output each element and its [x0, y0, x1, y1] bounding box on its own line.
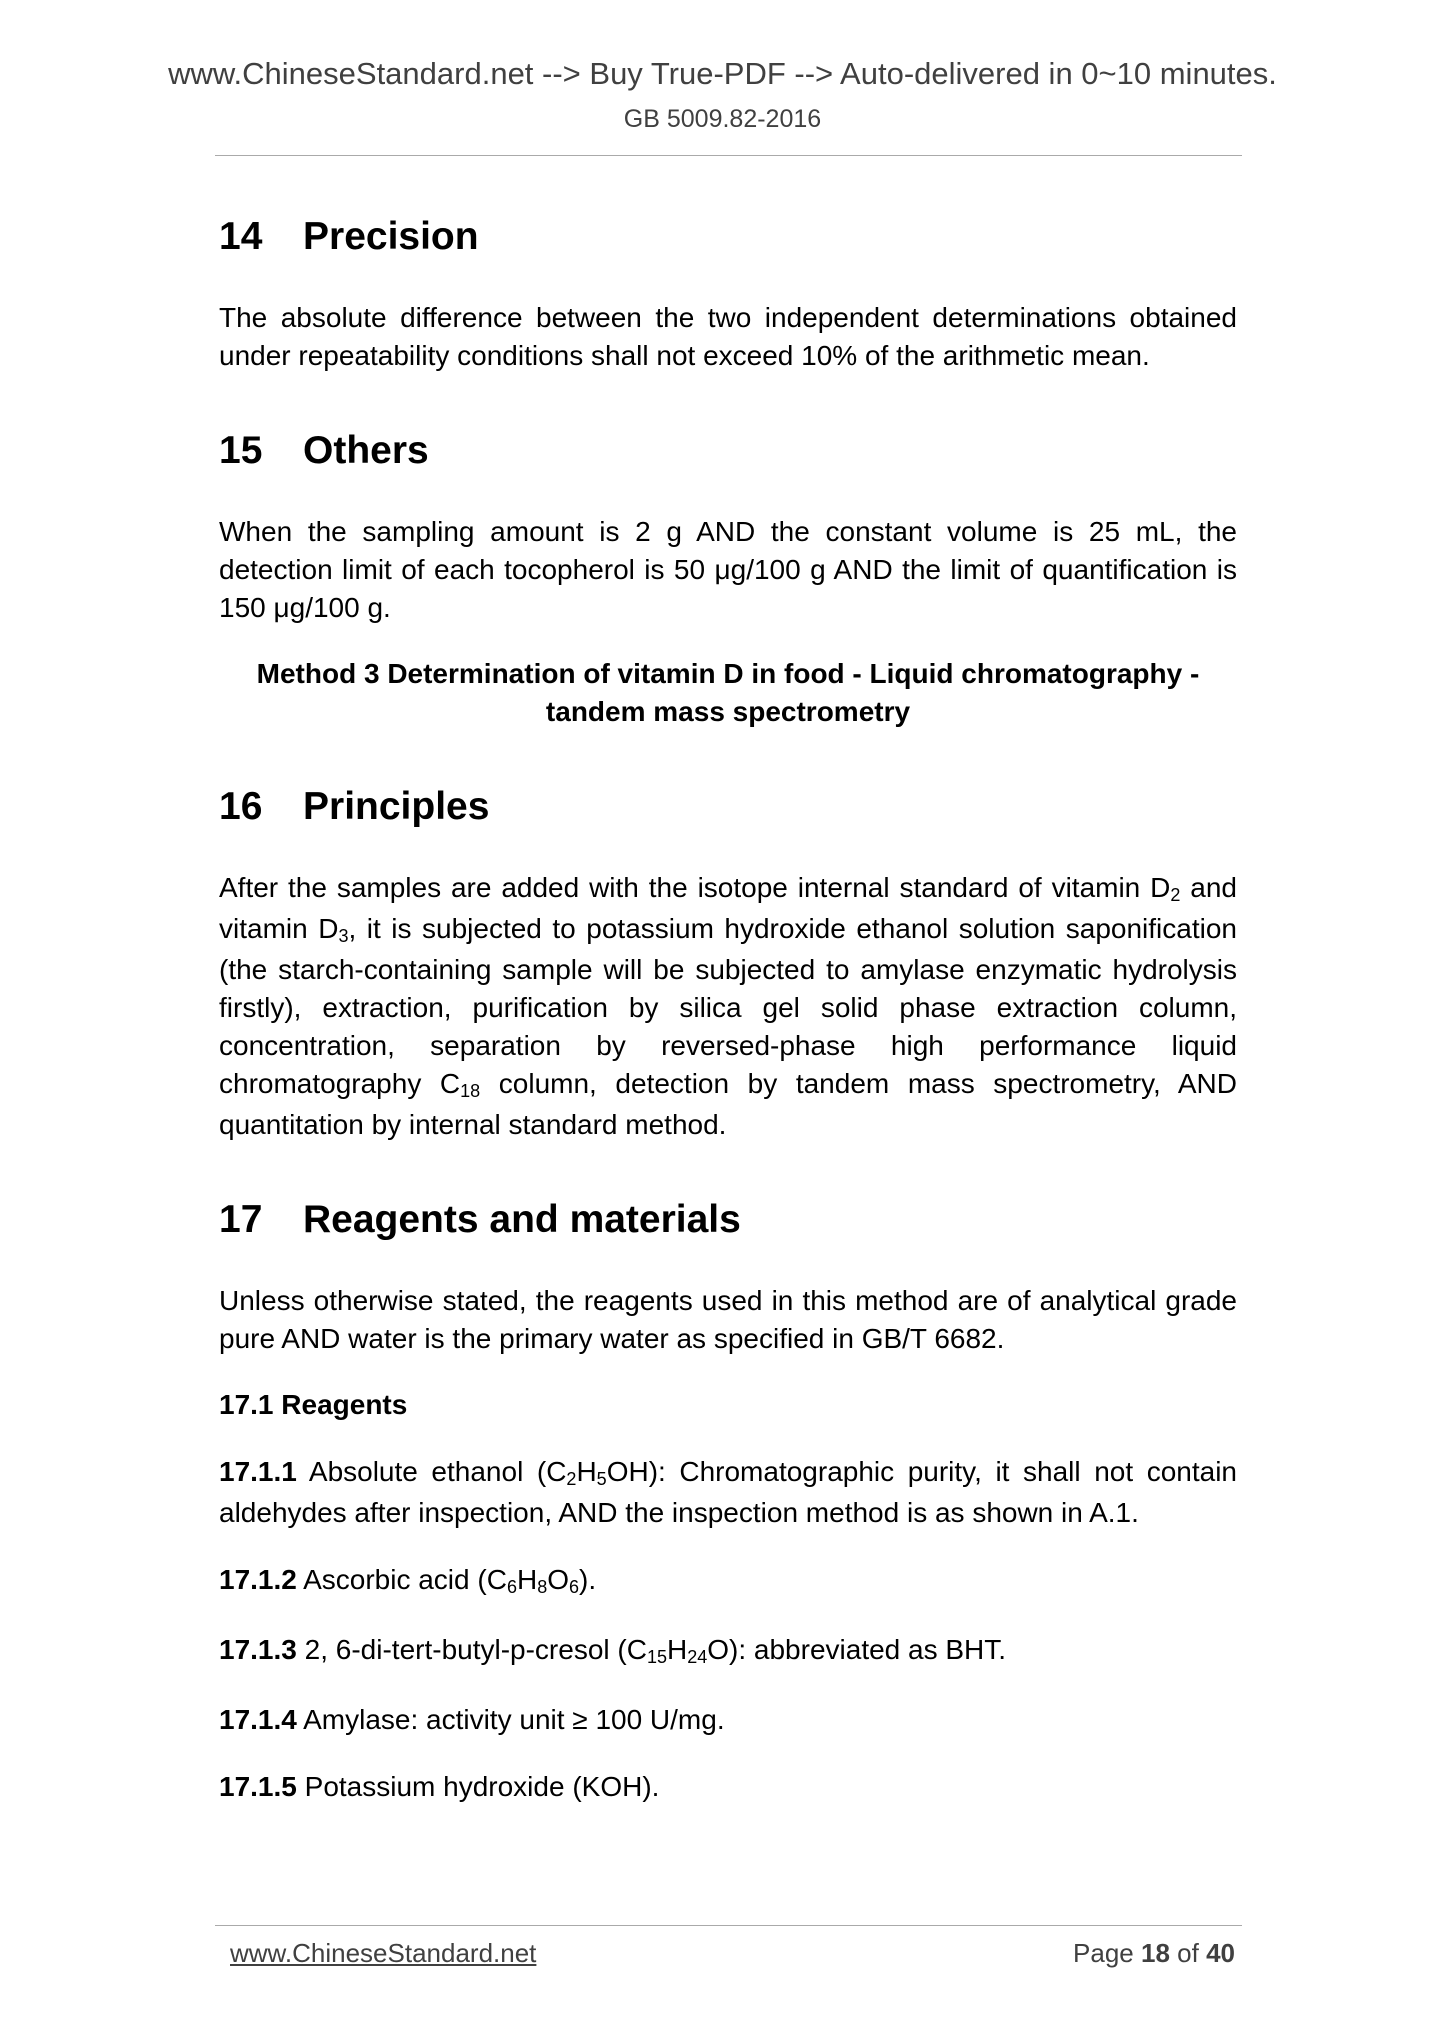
section-17-body: Unless otherwise stated, the reagents used in this method are of analytical grade pure AND water is the primary water as specified in GB/T 6682. [219, 1285, 1237, 1354]
list-item: 17.1.3 2, 6-di-tert-butyl-p-cresol $(C_{15}H_{24}O)$: abbreviated as BHT. [219, 1634, 1007, 1667]
section-title: Reagents and materials [303, 1198, 741, 1241]
list-item: 17.1.5 Potassium hydroxide (KOH). [219, 1771, 660, 1802]
section-16-heading [219, 782, 1237, 832]
standard-number: GB 5009.82-2016 [623, 105, 822, 133]
subsection-heading: 17.1 Reagents [219, 1389, 408, 1420]
section-14-body: The absolute difference between the two independent determinations obtained under repeatability conditions shall not exceed 10% of the arithmetic mean. [219, 302, 1237, 371]
list-item: 17.1.4 Amylase: activity unit ≥ 100 U/mg. [219, 1704, 725, 1735]
list-item: 17.1.2 Ascorbic acid $(C_6H_8O_6)$. [219, 1564, 597, 1597]
header-banner[interactable]: www.ChineseStandard.net --> Buy True-PDF --> Auto-delivered in 0~10 minutes. [168, 56, 1277, 91]
header-divider [215, 155, 1242, 156]
section-17-heading [219, 1195, 1237, 1245]
page-indicator: Page 18 of 40 [1073, 1938, 1235, 1968]
footer-divider [215, 1925, 1242, 1926]
footer-link[interactable]: www.ChineseStandard.net [230, 1938, 537, 1968]
method-title: Method 3 Determination of vitamin D in food - Liquid chromatography - tandem mass spectrometry [256, 658, 1200, 727]
section-15-heading [219, 426, 1237, 476]
section-14-heading [219, 212, 1237, 262]
section-number: 14 [219, 215, 263, 258]
section-title: Precision [303, 215, 479, 258]
section-title: Principles [303, 785, 490, 828]
section-number: 16 [219, 785, 263, 828]
section-title: Others [303, 429, 429, 472]
page-content [219, 212, 1237, 1806]
section-number: 17 [219, 1198, 263, 1241]
section-15-body: When the sampling amount is 2 g AND the constant volume is 25 mL, the detection limit of each tocopherol is 50 μg/100 g AND the limit of quantification is 150 μg/100 g. [219, 516, 1237, 623]
section-16-body: After the samples are added with the isotope internal standard of vitamin $D_2$ and vitamin $D_3$, it is subjected to potassium hydroxide ethanol solution saponification (the starch-containing sample will be subjected to amylase enzymatic hydrolysis firstly), extraction, purification by silica gel solid phase extraction column, concentration, separation by reversed-phase high performance liquid chromatography $C_{18}$ column, detection by tandem mass spectrometry, AND quantitation by internal standard method. [219, 872, 1237, 1140]
list-item: 17.1.1 Absolute ethanol $(C_2H_5OH)$: Chromatographic purity, it shall not contain aldehydes after inspection, AND the inspection method is as shown in A.1. [219, 1456, 1237, 1528]
section-number: 15 [219, 429, 263, 472]
